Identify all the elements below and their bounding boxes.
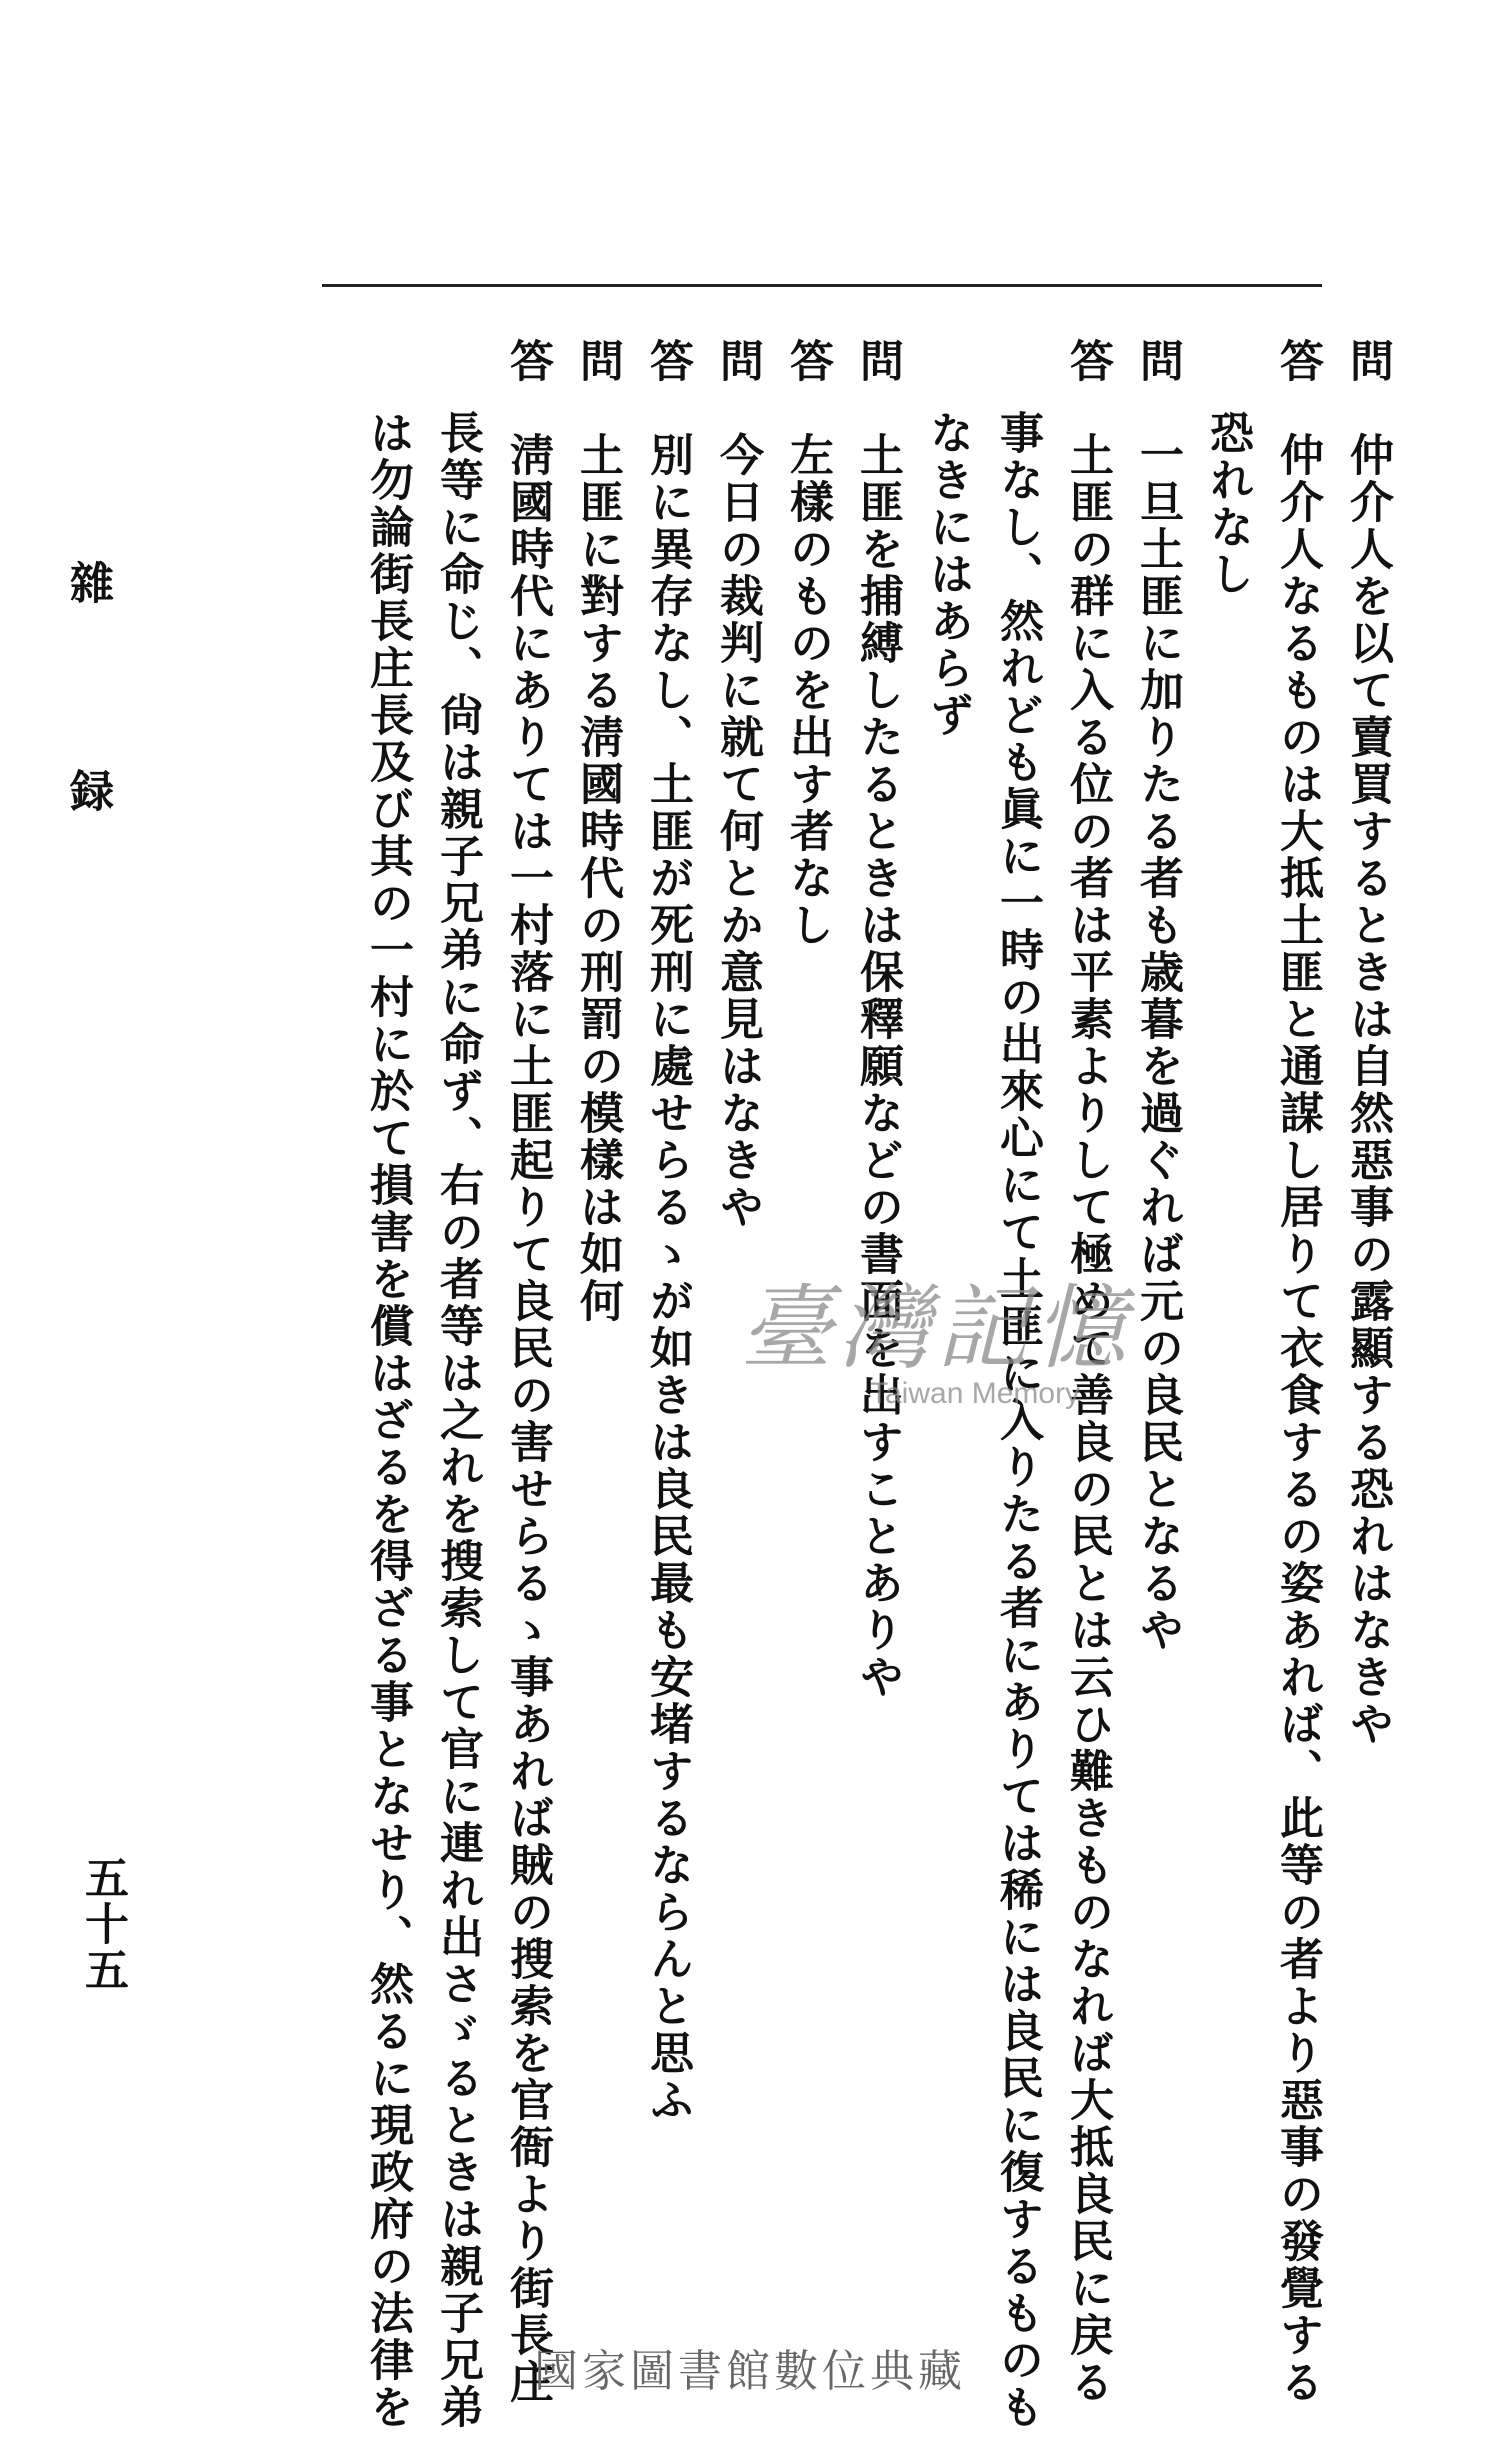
text-line: は勿論街長庄長及び其の一村に於て損害を償はざるを得ざる事となせり、然るに現政府の法律を bbox=[362, 410, 413, 2431]
text-line: 恐れなし bbox=[1202, 410, 1253, 598]
text-line: 事なし、然れども眞に一時の出來心にて土匪に入りたる者にありては稀には良民に復するものも bbox=[992, 410, 1043, 2431]
footer-credit: 國家圖書館數位典藏 bbox=[534, 2346, 966, 2397]
text-line: なきにはあらず bbox=[922, 410, 973, 739]
watermark-subtitle: Taiwan Memory bbox=[870, 1377, 1081, 1410]
text-line: 答 仲介人なるものは大抵土匪と通謀し居りて衣食するの姿あれば、此等の者より惡事の發覺する bbox=[1272, 338, 1323, 2406]
header-rule bbox=[322, 284, 1322, 287]
text-line: 問 今日の裁判に就て何とか意見はなきや bbox=[712, 338, 763, 1231]
watermark-title: 臺灣記憶 bbox=[740, 1275, 1133, 1382]
text-line: 答 土匪の群に入る位の者は平素よりして極めて善良の民とは云ひ難きものなれば大抵良民に戻る bbox=[1062, 338, 1113, 2406]
page-number: 五十五 bbox=[77, 1855, 128, 1993]
text-line: 問 仲介人を以て賣買するときは自然惡事の露顯する恐れはなきや bbox=[1342, 338, 1393, 1748]
text-line: 答 淸國時代にありては一村落に土匪起りて良民の害せらるゝ事あれば賊の搜索を官衙より街長庄 bbox=[502, 338, 553, 2406]
text-line: 長等に命じ、尙は親子兄弟に命ず、右の者等は之れを搜索して官に連れ出さゞるときは親子兄弟 bbox=[432, 410, 483, 2431]
text-line: 問 土匪を捕縛したるときは保釋願などの書面を出すことありや bbox=[852, 338, 903, 1701]
watermark bbox=[740, 1255, 1132, 1411]
running-head: 雜 録 bbox=[62, 560, 113, 872]
text-line: 答 左樣のものを出す者なし bbox=[782, 338, 833, 949]
text-line: 問 土匪に對する淸國時代の刑罰の模樣は如何 bbox=[572, 338, 623, 1325]
text-line: 答 別に異存なし、土匪が死刑に處せらるゝが如きは良民最も安堵するならんと思ふ bbox=[642, 338, 693, 2124]
text-line: 問 一旦土匪に加りたる者も歳暮を過ぐれば元の良民となるや bbox=[1132, 338, 1183, 1654]
